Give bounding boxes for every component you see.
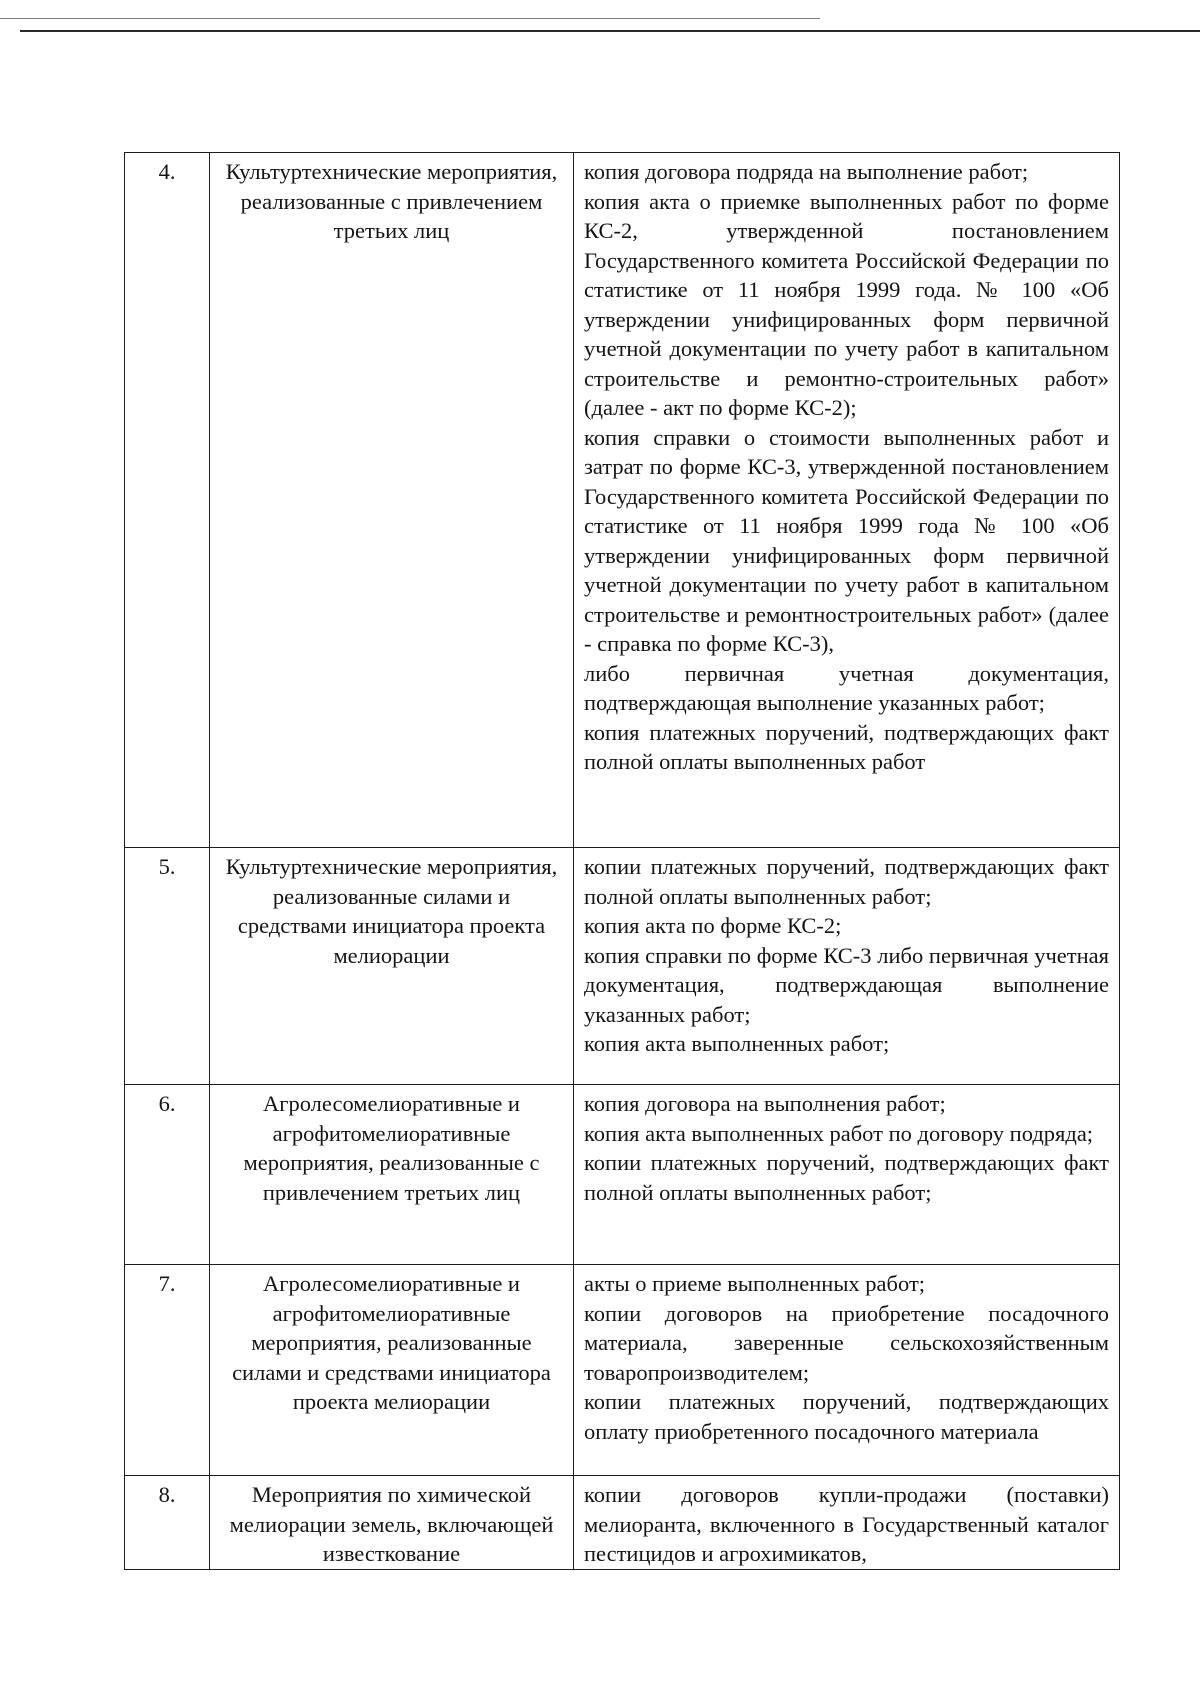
activity-name: Культуртехнические мероприятия, реализованные силами и средствами инициатора проекта мелиорации xyxy=(210,848,574,1085)
document-item: копия акта выполненных работ по договору подряда; xyxy=(584,1120,1094,1146)
document-item: копии договоров купли-продажи (поставки) мелиоранта, включенного в Государственный каталог пестицидов и агрохимикатов, xyxy=(584,1482,1109,1566)
required-documents xyxy=(574,848,1120,1085)
required-documents xyxy=(574,153,1120,848)
activity-name: Культуртехнические мероприятия, реализованные с привлечением третьих лиц xyxy=(210,153,574,848)
page-header-rule xyxy=(20,30,1200,32)
row-number: 6. xyxy=(125,1085,210,1265)
row-number: 8. xyxy=(125,1476,210,1570)
required-documents xyxy=(574,1476,1120,1570)
row-number: 5. xyxy=(125,848,210,1085)
activity-name: Агролесомелиоративные и агрофитомелиоративные мероприятия, реализованные силами и средствами инициатора проекта мелиорации xyxy=(210,1265,574,1476)
document-item: копия акта о приемке выполненных работ по форме КС-2, утвержденной постановлением Государственного комитета Российской Федерации по статистике от 11 ноября 1999 года. № 100 «Об утверждении унифицированных форм первичной учетной документации по учету работ в капитальном строительстве и ремонтно-строительных работ» (далее - акт по форме КС-2); xyxy=(584,188,1109,420)
document-item: копия акта по форме КС-2; xyxy=(584,913,842,938)
document-item: копия договора подряда на выполнение работ; xyxy=(584,159,1029,184)
required-documents xyxy=(574,1265,1120,1476)
row-number: 7. xyxy=(125,1265,210,1476)
document-item: копия справки о стоимости выполненных работ и затрат по форме КС-3, утвержденной постановлением Государственного комитета Российской Федерации по статистике от 11 ноября 1999 года № 100 «Об утверждении унифицированных форм первичной учетной документации по учету работ в капитальном строительстве и ремонтностроительных работ» (далее - справка по форме КС-3), xyxy=(584,424,1109,656)
required-documents xyxy=(574,1085,1120,1265)
table-row xyxy=(125,1476,1120,1570)
table-row xyxy=(125,1085,1120,1265)
activity-name: Агролесомелиоративные и агрофитомелиоративные мероприятия, реализованные с привлечением третьих лиц xyxy=(210,1085,574,1265)
document-item: копия акта выполненных работ; xyxy=(584,1031,890,1056)
table-row xyxy=(125,848,1120,1085)
documents-table xyxy=(124,152,1120,1570)
scan-edge-line xyxy=(0,18,820,19)
document-item: копия справки по форме КС-3 либо первичная учетная документация, подтверждающая выполнение указанных работ; xyxy=(584,942,1109,1027)
document-item: копия платежных поручений, подтверждающих факт полной оплаты выполненных работ xyxy=(584,719,1109,774)
document-item: копия договора на выполнения работ; xyxy=(584,1091,946,1116)
table-row xyxy=(125,1265,1120,1476)
document-item: копии платежных поручений, подтверждающих факт полной оплаты выполненных работ; xyxy=(584,854,1109,909)
table-row xyxy=(125,153,1120,848)
row-number: 4. xyxy=(125,153,210,848)
document-item: акты о приеме выполненных работ; xyxy=(584,1271,926,1296)
document-item: копии договоров на приобретение посадочного материала, заверенные сельскохозяйственным товаропроизводителем; xyxy=(584,1300,1109,1385)
document-item: либо первичная учетная документация, подтверждающая выполнение указанных работ; xyxy=(584,660,1109,715)
activity-name: Мероприятия по химической мелиорации земель, включающей известкование xyxy=(210,1476,574,1570)
document-item: копии платежных поручений, подтверждающих оплату приобретенного посадочного материала xyxy=(584,1389,1109,1444)
document-item: копии платежных поручений, подтверждающих факт полной оплаты выполненных работ; xyxy=(584,1150,1109,1205)
